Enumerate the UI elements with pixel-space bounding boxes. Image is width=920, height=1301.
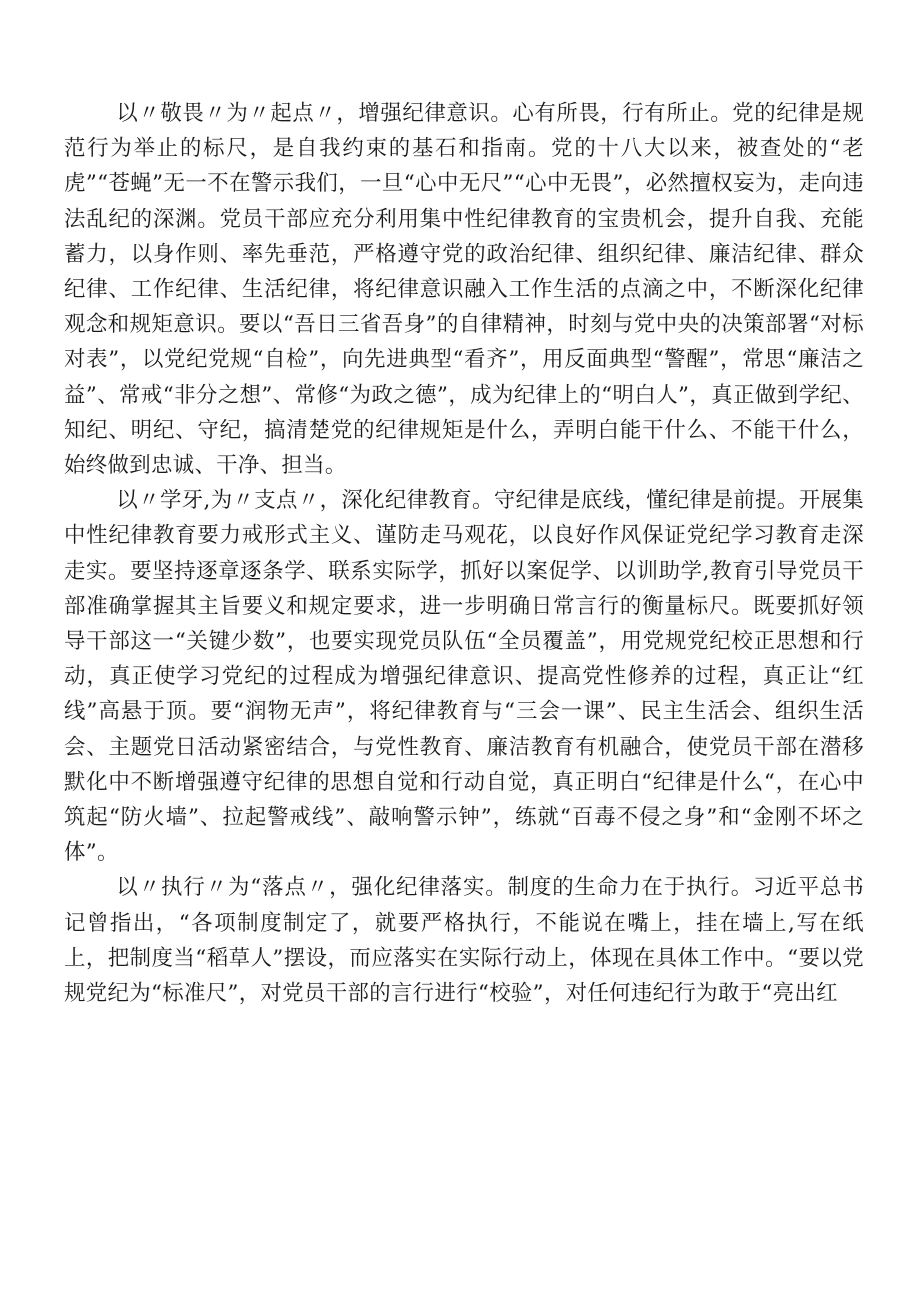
document-body	[64, 96, 864, 1011]
paragraph-study-discipline: 以〃学牙,为〃支点〃，深化纪律教育。守纪律是底线，懂纪律是前提。开展集中性纪律教育要力戒形式主义、谨防走马观花，以良好作风保证党纪学习教育走深走实。要坚持逐章逐条学、联系实际学，抓好以案促学、以训助学,教育引导党员干部准确掌握其主旨要义和规定要求，进一步明确日常言行的衡量标尺。既要抓好领导干部这一“关键少数”，也要实现党员队伍“全员覆盖”，用党规党纪校正思想和行动，真正使学习党纪的过程成为增强纪律意识、提高党性修养的过程，真正让“红线”高悬于顶。要“润物无声”，将纪律教育与“三会一课”、民主生活会、组织生活会、主题党日活动紧密结合，与党性教育、廉洁教育有机融合，使党员干部在潜移默化中不断增强遵守纪律的思想自觉和行动自觉，真正明白“纪律是什么“，在心中筑起“防火墙”、拉起警戒线”、敲响警示钟”，练就“百毒不侵之身”和“金刚不坏之体”。	[64, 488, 864, 866]
paragraph-awe-discipline: 以〃敬畏〃为〃起点〃，增强纪律意识。心有所畏，行有所止。党的纪律是规范行为举止的标尺，是自我约束的基石和指南。党的十八大以来，被查处的“老虎”“苍蝇”无一不在警示我们，一旦“心中无尺”“心中无畏”，必然擅权妄为，走向违法乱纪的深渊。党员干部应充分利用集中性纪律教育的宝贵机会，提升自我、充能蓄力，以身作则、率先垂范，严格遵守党的政治纪律、组织纪律、廉洁纪律、群众纪律、工作纪律、生活纪律，将纪律意识融入工作生活的点滴之中，不断深化纪律观念和规矩意识。要以“吾日三省吾身”的自律精神，时刻与党中央的决策部署“对标对表”，以党纪党规“自检”，向先进典型“看齐”，用反面典型“警醒”，常思“廉洁之益”、常戒“非分之想”、常修“为政之德”，成为纪律上的“明白人”，真正做到学纪、知纪、明纪、守纪，搞清楚党的纪律规矩是什么，弄明白能干什么、不能干什么，始终做到忠诚、干净、担当。	[64, 101, 864, 479]
paragraph-execute-discipline: 以〃执行〃为“落点〃，强化纪律落实。制度的生命力在于执行。习近平总书记曾指出，“各项制度制定了，就要严格执行，不能说在嘴上，挂在墙上,写在纸上，把制度当“稻草人”摆设，而应落实在实际行动上，体现在具体工作中。“要以党规党纪为“标准尺”，对党员干部的言行进行“校验”，对任何违纪行为敢于“亮出红	[64, 875, 864, 1007]
